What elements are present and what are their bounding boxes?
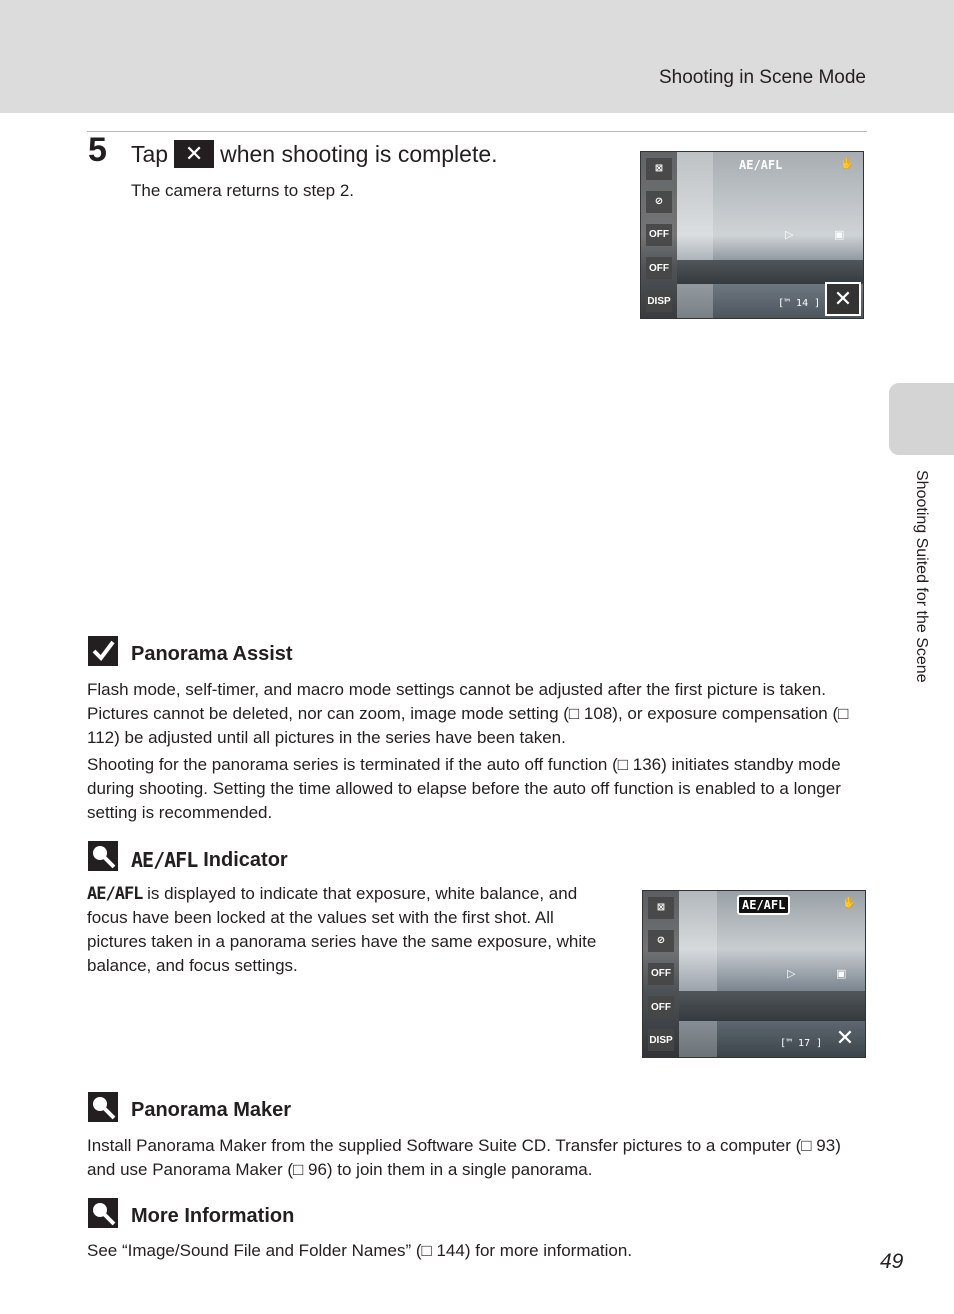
step-description: The camera returns to step 2. [131, 181, 354, 200]
ae-indicator-para [87, 882, 617, 978]
step-title [131, 140, 498, 168]
side-tab-label: Shooting Suited for the Scene [913, 470, 930, 683]
note-pen-icon [88, 1198, 118, 1228]
macro-off-icon: OFF [646, 257, 672, 279]
ae-afl-indicator-highlighted: AE/AFL [737, 895, 790, 915]
more-information-para: See “Image/Sound File and Folder Names” (□ 144) for more information. [87, 1241, 633, 1260]
close-icon: ✕ [174, 140, 214, 168]
close-button[interactable]: ✕ [825, 282, 861, 316]
ae-afl-glyph: AE/AFL [131, 848, 198, 872]
note-pen-icon [88, 841, 118, 871]
ae-indicator-title [131, 848, 288, 872]
step-title-before: Tap [131, 140, 169, 167]
ae-afl-inline-glyph: AE/AFL [87, 884, 143, 904]
shake-icon: ✋ [840, 158, 854, 170]
self-timer-off-icon: OFF [648, 963, 674, 985]
arrow-right-icon: ▷ [785, 229, 794, 241]
frame-count: [™ 14 ] [778, 298, 821, 309]
panorama-icon: ⊠ [648, 897, 674, 919]
panorama-assist-para-2: Shooting for the panorama series is terminated if the auto off function (□ 136) initiates standby mode during shooting. Setting the time allowed to elapse before the auto off function is enabled to a longer setting is recommended. [87, 755, 841, 822]
close-button[interactable]: ✕ [835, 1025, 855, 1050]
panorama-maker-title: Panorama Maker [131, 1099, 292, 1121]
camera-screen-1 [640, 151, 864, 319]
ae-indicator-title-text: Indicator [203, 848, 288, 871]
panorama-maker-para: Install Panorama Maker from the supplied Software Suite CD. Transfer pictures to a computer (□ 93) and use Panorama Maker (□ 96) to join them in a single panorama. [87, 1136, 841, 1179]
header-band [0, 0, 954, 113]
macro-off-icon: OFF [648, 996, 674, 1018]
frame-count: [™ 17 ] [780, 1038, 823, 1049]
step-number: 5 [88, 131, 107, 169]
disp-icon: DISP [646, 290, 672, 312]
self-timer-off-icon: OFF [646, 224, 672, 246]
note-pen-icon [88, 1092, 118, 1122]
section-title: Shooting in Scene Mode [658, 67, 866, 88]
camera-screen-2 [642, 890, 866, 1058]
page-number: 49 [880, 1250, 904, 1273]
panorama-assist-title: Panorama Assist [131, 643, 293, 665]
panorama-assist-para-1: Flash mode, self-timer, and macro mode settings cannot be adjusted after the first picture is taken. Pictures cannot be deleted, nor can zoom, image mode setting (□ 108), or exposure compensation (□ 112) be adjusted until all pictures in the series have been taken. [87, 680, 849, 747]
screen1-left-bar [641, 152, 677, 318]
check-icon [88, 636, 118, 666]
screen2-left-bar [643, 891, 679, 1057]
ae-afl-indicator: AE/AFL [739, 158, 783, 172]
disp-icon: DISP [648, 1029, 674, 1051]
side-tab [889, 383, 954, 455]
flash-off-icon: ⊘ [648, 930, 674, 952]
more-information-title: More Information [131, 1205, 295, 1227]
image-mode-icon: ▣ [836, 968, 847, 980]
header-rule [87, 131, 867, 132]
image-mode-icon: ▣ [834, 229, 845, 241]
panorama-icon: ⊠ [646, 158, 672, 180]
flash-off-icon: ⊘ [646, 191, 672, 213]
step-title-after: when shooting is complete. [220, 140, 498, 167]
arrow-right-icon: ▷ [787, 968, 796, 980]
shake-icon: ✋ [842, 897, 856, 909]
ae-indicator-para-text: is displayed to indicate that exposure, white balance, and focus have been locked at the values set with the first shot. All pictures taken in a panorama series have the same exposure, white balance, and focus settings. [87, 884, 597, 975]
